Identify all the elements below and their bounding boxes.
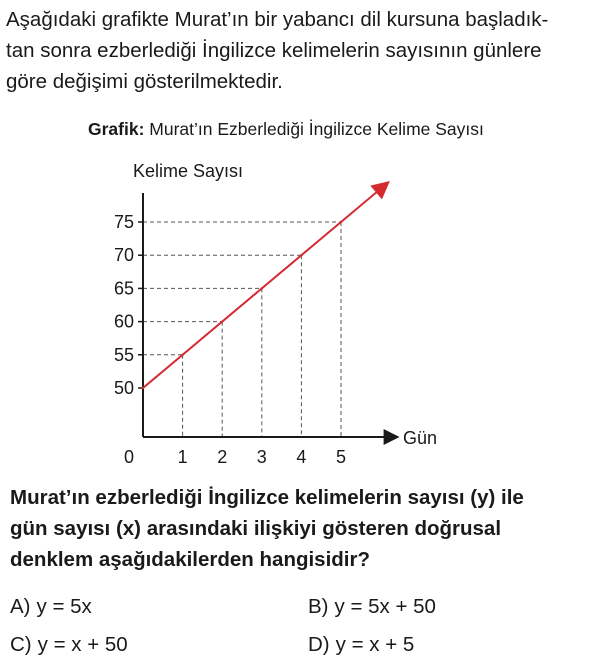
x-tick-label-3: 3 [256,447,267,467]
option-d-text: y = x + 5 [335,633,415,656]
option-c-text: y = x + 50 [37,633,128,656]
data-point-3 [261,287,263,289]
data-point-1 [181,354,183,356]
option-b-letter: B) [308,595,329,618]
y-tick-label-50: 50 [113,378,134,398]
data-point-2 [221,320,223,322]
data-point-5 [340,221,342,223]
data-point-4 [300,254,302,256]
option-c[interactable] [10,632,128,658]
y-axis-title: Kelime Sayısı [133,161,244,181]
option-a-text: y = 5x [36,595,92,618]
question-line-3: denklem aşağıdakilerden hangisidir? [10,548,371,571]
x-tick-label-1: 1 [177,447,188,467]
intro-line-2: tan sonra ezberlediği İngilizce kelimelerin sayısının günlere [6,39,542,62]
question-line-2: gün sayısı (x) arasındaki ilişkiyi gösteren doğrusal [10,517,502,540]
option-c-letter: C) [10,633,32,656]
x-tick-label-2: 2 [217,447,228,467]
option-b-text: y = 5x + 50 [334,595,436,618]
data-point-0 [142,387,144,389]
option-b[interactable] [308,594,436,620]
x-tick-label-5: 5 [335,447,347,467]
axis-labels [114,161,437,467]
intro-line-3: göre değişimi gösterilmektedir. [6,70,283,93]
question-text [10,482,604,575]
option-d-letter: D) [308,633,330,656]
figure-label: Grafik: [88,119,145,139]
intro-line-1: Aşağıdaki grafikte Murat’ın bir yabancı dil kursuna başladık- [6,8,549,31]
option-a-letter: A) [10,595,31,618]
y-tick-label-70: 70 [113,245,134,266]
series-line-kelime-sayisi [143,182,389,388]
option-a[interactable] [10,594,92,620]
y-tick-label-55: 55 [113,344,134,365]
series-line [142,182,389,389]
x-tick-label-4: 4 [296,447,307,467]
x-axis-title: Gün [403,428,438,448]
axes [138,193,398,437]
y-tick-label-60: 60 [113,311,134,332]
figure-title: Murat’ın Ezberlediği İngilizce Kelime Sayısı [149,119,484,139]
question-line-1: Murat’ın ezberlediği İngilizce kelimelerin sayısı (y) ile [10,486,524,509]
y-tick-label-75: 75 [113,212,134,232]
y-tick-label-65: 65 [113,278,134,299]
option-d[interactable] [308,632,414,658]
origin-label: 0 [123,447,135,467]
guide-lines [143,222,341,437]
